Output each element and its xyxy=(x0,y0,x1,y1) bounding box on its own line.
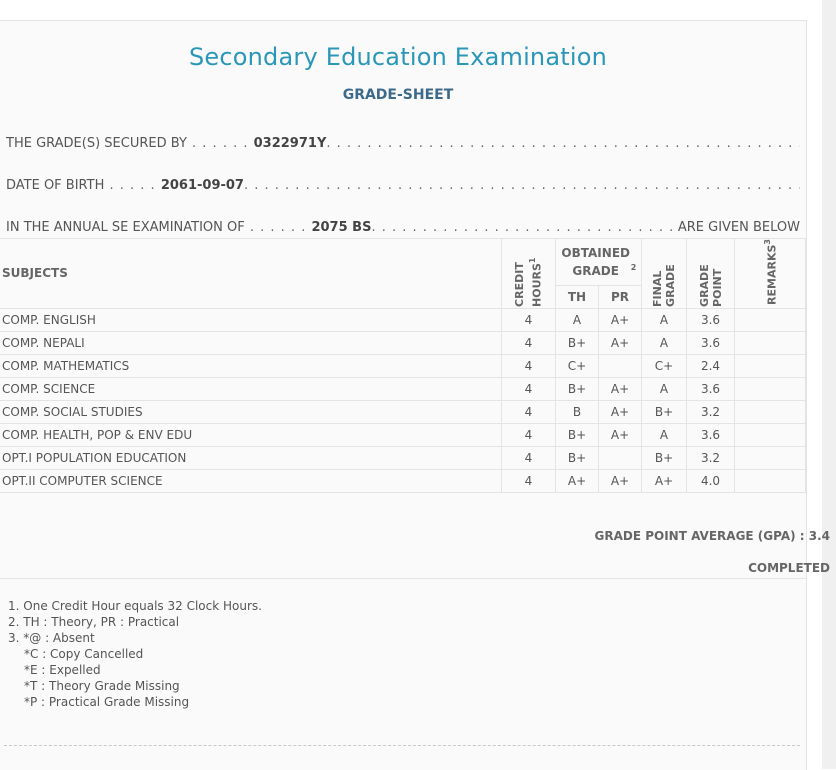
grade-point-cell: 3.6 xyxy=(687,423,735,446)
scrollbar-strip xyxy=(822,0,836,769)
header-final-grade: FINAL GRADE xyxy=(642,239,687,309)
th-grade-cell: A+ xyxy=(556,469,599,492)
secured-by-label: THE GRADE(S) SECURED BY xyxy=(6,136,187,151)
subject-cell: COMP. HEALTH, POP & ENV EDU xyxy=(0,423,502,446)
grade-point-cell: 2.4 xyxy=(687,354,735,377)
exam-label: IN THE ANNUAL SE EXAMINATION OF xyxy=(6,220,245,235)
final-grade-cell: A xyxy=(642,308,687,331)
subject-cell: COMP. SOCIAL STUDIES xyxy=(0,400,502,423)
credit-cell: 4 xyxy=(502,446,556,469)
header-subjects: SUBJECTS xyxy=(0,239,502,309)
pr-grade-cell: A+ xyxy=(599,331,642,354)
table-row xyxy=(0,469,806,492)
divider xyxy=(0,578,806,579)
pr-grade-cell: A+ xyxy=(599,308,642,331)
page-title: Secondary Education Examination xyxy=(188,43,608,71)
footnote-theory-missing: *T : Theory Grade Missing xyxy=(24,679,180,693)
grade-point-cell: 3.6 xyxy=(687,308,735,331)
th-grade-cell: B+ xyxy=(556,331,599,354)
final-grade-cell: B+ xyxy=(642,400,687,423)
pr-grade-cell: A+ xyxy=(599,469,642,492)
dob-line: DATE OF BIRTH . . . . . 2061-09-07 . . . xyxy=(6,178,800,193)
table-row xyxy=(0,331,806,354)
th-grade-cell: A xyxy=(556,308,599,331)
remarks-cell xyxy=(735,469,806,492)
table-row xyxy=(0,400,806,423)
subject-cell: OPT.II COMPUTER SCIENCE xyxy=(0,469,502,492)
credit-cell: 4 xyxy=(502,377,556,400)
footnote-3: 3. *@ : Absent xyxy=(8,631,95,645)
page-subtitle: GRADE-SHEET xyxy=(342,87,454,103)
grade-point-cell: 3.6 xyxy=(687,377,735,400)
remarks-cell xyxy=(735,377,806,400)
header-credit-hours: CREDIT HOURS$^1$ xyxy=(502,239,556,309)
pr-grade-cell xyxy=(599,354,642,377)
remarks-cell xyxy=(735,308,806,331)
footnote-expelled: *E : Expelled xyxy=(24,663,101,677)
table-row xyxy=(0,354,806,377)
credit-cell: 4 xyxy=(502,400,556,423)
header-remarks: REMARKS$^3$ xyxy=(735,239,806,309)
remarks-cell xyxy=(735,354,806,377)
th-grade-cell: C+ xyxy=(556,354,599,377)
pr-grade-cell: A+ xyxy=(599,400,642,423)
footnote-copy-cancelled: *C : Copy Cancelled xyxy=(24,647,144,661)
grades-table xyxy=(0,238,806,493)
result-status: COMPLETED xyxy=(748,561,830,575)
subject-cell: COMP. NEPALI xyxy=(0,331,502,354)
credit-cell: 4 xyxy=(502,331,556,354)
subject-cell: COMP. SCIENCE xyxy=(0,377,502,400)
credit-cell: 4 xyxy=(502,469,556,492)
credit-cell: 4 xyxy=(502,423,556,446)
dob-value: 2061-09-07 xyxy=(160,178,244,193)
header-grade-point: GRADE POINT xyxy=(687,239,735,309)
pr-grade-cell xyxy=(599,446,642,469)
footnote-2: 2. TH : Theory, PR : Practical xyxy=(8,615,180,629)
credit-cell: 4 xyxy=(502,354,556,377)
header-obtained-grade: OBTAINED GRADE $^2$ xyxy=(556,239,642,286)
header-pr: PR xyxy=(599,285,642,308)
symbol-number: 0322971Y xyxy=(253,136,327,151)
gpa-value: GRADE POINT AVERAGE (GPA) : 3.4 xyxy=(594,529,830,543)
table-row xyxy=(0,423,806,446)
final-grade-cell: A+ xyxy=(642,469,687,492)
pr-grade-cell: A+ xyxy=(599,377,642,400)
credit-cell: 4 xyxy=(502,308,556,331)
grade-point-cell: 4.0 xyxy=(687,469,735,492)
table-row xyxy=(0,377,806,400)
th-grade-cell: B+ xyxy=(556,377,599,400)
remarks-cell xyxy=(735,423,806,446)
remarks-cell xyxy=(735,331,806,354)
th-grade-cell: B+ xyxy=(556,446,599,469)
exam-line: IN THE ANNUAL SE EXAMINATION OF . . . . . . 2075 BS . . . ARE GIVEN BELOW xyxy=(6,220,800,235)
pr-grade-cell: A+ xyxy=(599,423,642,446)
footnote-practical-missing: *P : Practical Grade Missing xyxy=(24,695,190,709)
subject-cell: OPT.I POPULATION EDUCATION xyxy=(0,446,502,469)
remarks-cell xyxy=(735,400,806,423)
grade-point-cell: 3.2 xyxy=(687,400,735,423)
footnote-1: 1. One Credit Hour equals 32 Clock Hours. xyxy=(8,599,262,613)
subject-cell: COMP. MATHEMATICS xyxy=(0,354,502,377)
secured-by-line: THE GRADE(S) SECURED BY . . . . . . 0322971Y . . . xyxy=(6,136,800,151)
grade-point-cell: 3.6 xyxy=(687,331,735,354)
footnotes xyxy=(8,598,262,710)
final-grade-cell: A xyxy=(642,331,687,354)
final-grade-cell: A xyxy=(642,423,687,446)
subject-cell: COMP. ENGLISH xyxy=(0,308,502,331)
th-grade-cell: B+ xyxy=(556,423,599,446)
final-grade-cell: B+ xyxy=(642,446,687,469)
header-th: TH xyxy=(556,285,599,308)
remarks-cell xyxy=(735,446,806,469)
table-row xyxy=(0,446,806,469)
final-grade-cell: A xyxy=(642,377,687,400)
table-row xyxy=(0,308,806,331)
dob-label: DATE OF BIRTH xyxy=(6,178,105,193)
dashed-separator xyxy=(4,745,800,746)
grade-point-cell: 3.2 xyxy=(687,446,735,469)
exam-suffix: ARE GIVEN BELOW xyxy=(677,220,800,235)
exam-year: 2075 BS xyxy=(311,220,372,235)
final-grade-cell: C+ xyxy=(642,354,687,377)
th-grade-cell: B xyxy=(556,400,599,423)
